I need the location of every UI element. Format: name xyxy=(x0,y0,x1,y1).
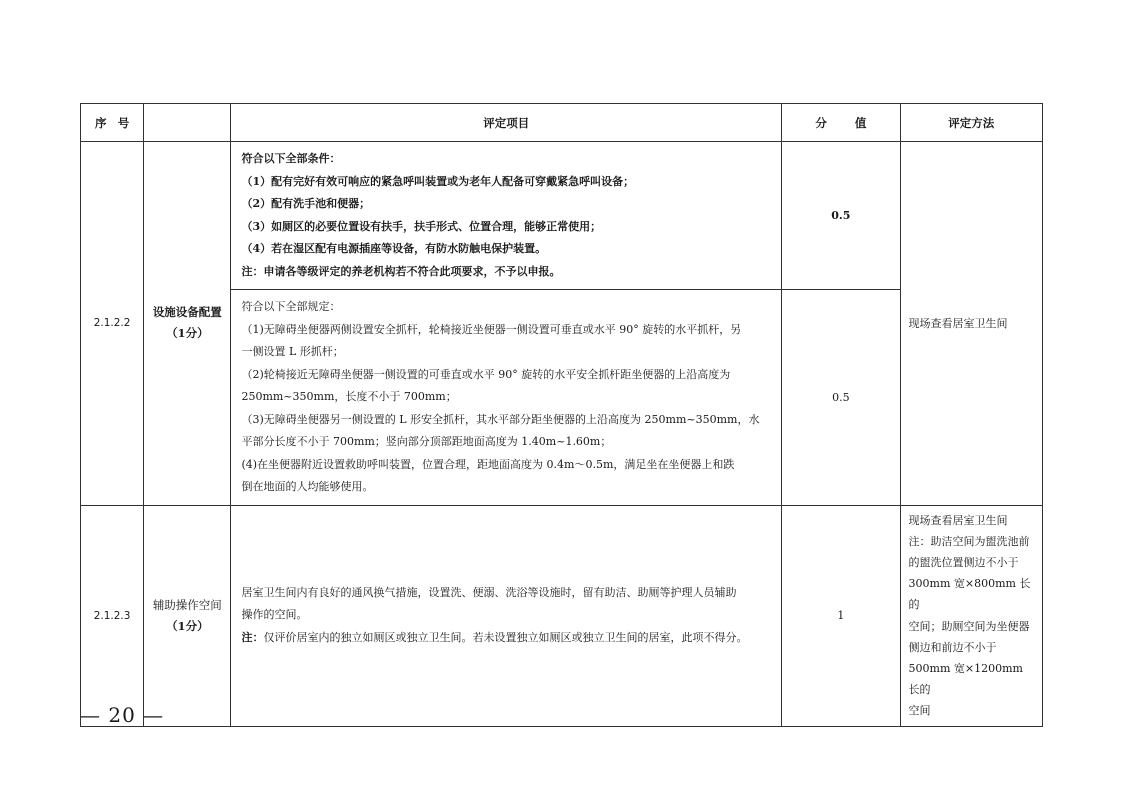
note-text: 仅评价居室内的独立如厕区或独立卫生间。若未设置独立如厕区或独立卫生间的居室，此项不得分。 xyxy=(263,630,748,644)
method-line: 的盥洗位置侧边不小于 xyxy=(908,555,1019,569)
item-line: 一侧设置 L 形抓杆； xyxy=(241,345,344,358)
method-line: 现场查看居室卫生间 xyxy=(908,513,1008,527)
item-line: （1）配有完好有效可响应的紧急呼叫装置或为老年人配备可穿戴紧急呼叫设备； xyxy=(241,174,635,188)
item-line: （2）配有洗手池和便器； xyxy=(241,197,371,210)
evaluation-table xyxy=(80,103,1043,727)
item-line: 居室卫生间内有良好的通风换气措施，设置洗、便溺、洗浴等设施时，留有助洁、助厕等护理人员辅助 xyxy=(241,585,737,599)
item-line: （2)轮椅接近无障碍坐便器一侧设置的可垂直或水平 90° 旋转的水平安全抓杆距坐便器的上沿高度为 xyxy=(241,367,731,381)
table-row xyxy=(81,142,1043,290)
item-line: (4)在坐便器附近设置救助呼叫装置，位置合理，距地面高度为 0.4m～0.5m，满足坐在坐便器上和跌 xyxy=(241,457,735,471)
table-header-row xyxy=(81,104,1043,142)
header-serial-number: 序 号 xyxy=(81,104,144,142)
evaluation-item-cell xyxy=(231,505,782,726)
method-line: 注：助洁空间为盥洗池前 xyxy=(908,534,1030,548)
category-cell xyxy=(144,142,231,506)
header-category xyxy=(144,104,231,142)
item-line: 注：申请各等级评定的养老机构若不符合此项要求，不予以申报。 xyxy=(241,264,561,278)
method-line: 500mm 宽×1200mm 长的 xyxy=(908,661,1023,697)
item-line: 250mm~350mm，长度不小于 700mm； xyxy=(241,390,457,403)
score-cell: 1 xyxy=(782,505,900,726)
item-line: 操作的空间。 xyxy=(241,608,308,622)
item-line: 倒在地面的人均能够使用。 xyxy=(241,480,374,493)
page-number: — 20 — xyxy=(80,703,165,727)
evaluation-item-cell xyxy=(231,142,782,290)
method-line: 空间；助厕空间为坐便器 xyxy=(908,619,1030,633)
item-line: （1)无障碍坐便器两侧设置安全抓杆，轮椅接近坐便器一侧设置可垂直或水平 90° 旋转的水平抓杆，另 xyxy=(241,322,742,336)
item-line: （3)无障碍坐便器另一侧设置的 L 形安全抓杆，其水平部分距坐便器的上沿高度为 250mm~350mm，水 xyxy=(241,412,760,426)
category-points: （1分） xyxy=(166,618,209,633)
category-name: 设施设备配置 xyxy=(152,305,222,320)
item-line: （4）若在湿区配有电源插座等设备，有防水防触电保护装置。 xyxy=(241,242,547,255)
category-name: 辅助操作空间 xyxy=(152,597,222,612)
note-label: 注： xyxy=(241,630,264,644)
score-cell: 0.5 xyxy=(782,142,900,290)
item-line: 平部分长度不小于 700mm；竖向部分顶部距地面高度为 1.40m~1.60m； xyxy=(241,435,612,448)
item-line: 符合以下全部条件： xyxy=(241,152,341,165)
table-row xyxy=(81,505,1043,726)
evaluation-method-cell: 现场查看居室卫生间 xyxy=(900,142,1042,506)
evaluation-method-cell xyxy=(900,505,1042,726)
item-line: （3）如厕区的必要位置设有扶手，扶手形式、位置合理，能够正常使用； xyxy=(241,219,602,233)
row-number: 2.1.2.2 xyxy=(81,142,144,506)
method-line: 空间 xyxy=(908,704,931,718)
method-line: 300mm 宽×800mm 长的 xyxy=(908,577,1031,612)
header-score: 分 值 xyxy=(782,104,900,142)
item-note xyxy=(241,627,771,650)
evaluation-item-cell xyxy=(231,290,782,506)
category-cell xyxy=(144,505,231,726)
row-number: 2.1.2.3 xyxy=(81,505,144,726)
item-line: 符合以下全部规定： xyxy=(241,300,341,313)
header-evaluation-item: 评定项目 xyxy=(231,104,782,142)
category-points: （1分） xyxy=(166,326,209,341)
header-evaluation-method: 评定方法 xyxy=(900,104,1042,142)
score-cell: 0.5 xyxy=(782,290,900,506)
method-line: 侧边和前边不小于 xyxy=(908,640,997,654)
